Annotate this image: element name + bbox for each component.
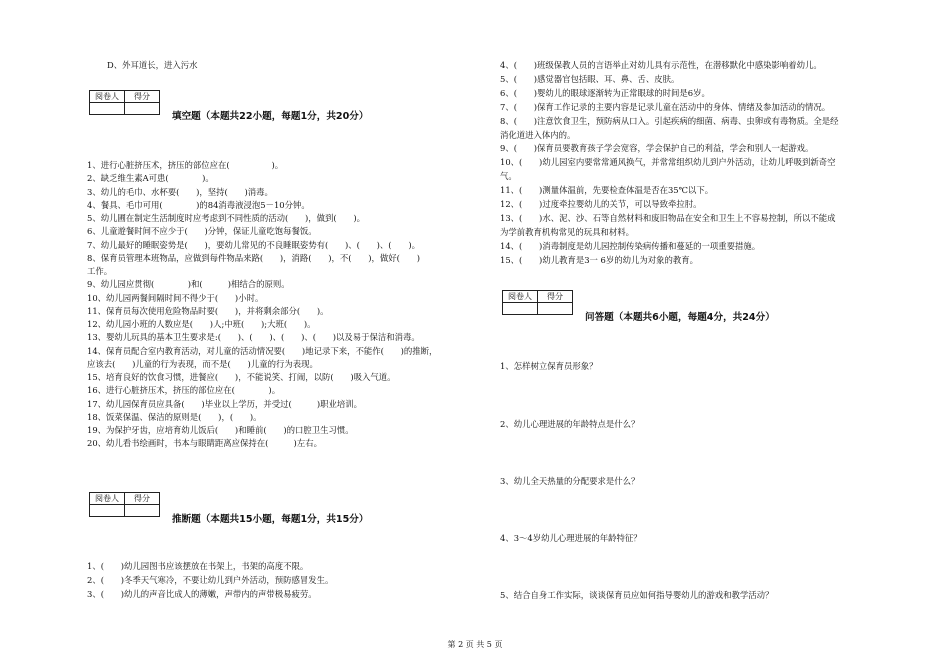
fill-question-line: 17、幼儿园保育员应具备( )毕业以上学历，并受过( )职业培训。 xyxy=(87,398,362,409)
judge-question-line: 3、( )幼儿的声音比成人的薄嫩，声带内的声带极易疲劳。 xyxy=(87,589,317,599)
qa-question: 5、结合自身工作实际，谈谈保育员应如何指导婴幼儿的游戏和教学活动？ xyxy=(500,590,774,600)
fill-section-title: 填空题（本题共22小题，每题1分，共20分） xyxy=(172,111,369,122)
fill-question-line: 10、幼儿园两餐间隔时间不得少于( )小时。 xyxy=(87,292,264,303)
fill-question-line: 12、幼儿园小班的人数应是( )人;中班( );大班( )。 xyxy=(87,319,316,329)
score-label: 得分 xyxy=(125,493,160,505)
grader-cell[interactable] xyxy=(90,505,125,517)
fill-question-line: 1、进行心脏挤压术，挤压的部位应在( )。 xyxy=(87,160,284,170)
fill-question-line: 14、保育员配合室内教育活动，对儿童的活动情况要( )地记录下来，不能作( )的推断， xyxy=(87,345,438,356)
fill-question-line: 应该去( )儿童的行为表现，而不是( )儿童的行为表现。 xyxy=(87,358,318,369)
fill-question-line: 19、为保护牙齿，应培育幼儿饭后( )和睡前( )的口腔卫生习惯。 xyxy=(87,425,354,435)
score-cell[interactable] xyxy=(125,103,160,115)
judge-score-box xyxy=(89,492,160,517)
qa-question: 4、3～4岁幼儿心理进展的年龄特征？ xyxy=(500,533,642,543)
judge-question-line: 消化道进入体内的。 xyxy=(500,129,576,140)
qa-question: 2、幼儿心理进展的年龄特点是什么？ xyxy=(500,419,640,429)
page-footer: 第 2 页 共 5 页 xyxy=(447,640,503,649)
fill-question-line: 8、保育员管理本班物品，应做到每件物品来路( )，消路( )，不( )，做好( ) xyxy=(87,252,420,263)
judge-question-line: 15、( )幼儿教育是3一 6岁的幼儿为对象的教育。 xyxy=(500,254,699,265)
judge-question-line: 为学前教育机构常见的玩具和材料。 xyxy=(500,226,634,237)
fill-question-line: 13、婴幼儿玩具的基本卫生要求是:( )、( )、( )、( )以及易于保洁和消毒。 xyxy=(87,332,420,343)
judge-question-line: 13、( )水、泥、沙、石等自然材料和废旧物品在安全和卫生上不容易控制，所以不能成 xyxy=(500,212,836,223)
qa-section-title: 问答题（本题共6小题，每题4分，共24分） xyxy=(585,312,775,323)
judge-question-line: 8、( )注意饮食卫生，预防病从口入。引起疾病的细菌、病毒、虫卵或有毒物质。全是经 xyxy=(500,115,839,126)
fill-question-line: 11、保育员每次使用危险物品时要( )，并将剩余部分( )。 xyxy=(87,305,329,316)
judge-question-line: 气。 xyxy=(500,171,517,182)
judge-question-line: 14、( )消毒制度是幼儿园控制传染病传播和蔓延的一项重要措施。 xyxy=(500,240,761,251)
judge-question-line: 5、( )感觉器官包括眼、耳、鼻、舌、皮肤。 xyxy=(500,73,680,84)
judge-question-line: 10、( )幼儿园室内要常常通风换气，并常常组织幼儿到户外活动，让幼儿呼吸到新奇空 xyxy=(500,157,836,168)
fill-question-line: 7、幼儿最好的睡眠姿势是( )，要幼儿常见的不良睡眠姿势有( )、( )、( )。 xyxy=(87,239,420,250)
fill-question-line: 20、幼儿看书绘画时，书本与眼睛距离应保持在( )左右。 xyxy=(87,438,322,449)
fill-question-line: 9、幼儿园应贯彻( )和( )相结合的原则。 xyxy=(87,279,290,290)
grader-label: 阅卷人 xyxy=(90,91,125,103)
score-cell[interactable] xyxy=(125,505,160,517)
qa-question: 3、幼儿全天热量的分配要求是什么？ xyxy=(500,476,640,486)
fill-question-line: 15、培育良好的饮食习惯，进餐应( )，不能说笑、打闹，以防( )吸入气道。 xyxy=(87,372,396,382)
fill-question-line: 工作。 xyxy=(87,266,113,276)
fill-question-line: 16、进行心脏挤压术，挤压的部位应在( )。 xyxy=(87,385,281,396)
judge-question-line: 6、( )婴幼儿的眼球逐渐转为正常眼球的时间是6岁。 xyxy=(500,87,710,98)
grader-label: 阅卷人 xyxy=(503,291,538,303)
judge-question-line: 11、( )测量体温前，先要检查体温是否在35℃以下。 xyxy=(500,185,714,196)
fill-question-line: 5、幼儿圃在制定生活制度时应考虑到不同性质的活动( )，做到( )。 xyxy=(87,213,366,223)
score-label: 得分 xyxy=(538,291,573,303)
fill-question-line: 3、幼儿的毛巾、水杯要( )，坚持( )消毒。 xyxy=(87,186,273,197)
fill-question-line: 6、儿童遊餐时间不应少于( )分钟，保证儿童吃饱每餐饭。 xyxy=(87,226,317,237)
fill-score-box xyxy=(89,90,160,115)
judge-section-title: 推断题（本题共15小题，每题1分，共15分） xyxy=(172,514,369,525)
judge-question-line: 9、( )保育员要教育孩子学会宽容，学会保护自己的利益，学会和别人一起游戏。 xyxy=(500,143,814,154)
top-option-line: D、外耳道长，进入污水 xyxy=(107,60,198,70)
judge-question-line: 2、( )冬季天气寒冷，不要让幼儿到户外活动，预防感冒发生。 xyxy=(87,575,334,585)
grader-cell[interactable] xyxy=(503,303,538,315)
judge-question-line: 7、( )保育工作记录的主要内容是记录儿童在活动中的身体、情绪及参加活动的情况。 xyxy=(500,101,831,112)
fill-question-line: 4、餐具、毛巾可用( )的84消毒液浸泡5－10分钟。 xyxy=(87,199,310,210)
score-label: 得分 xyxy=(125,91,160,103)
qa-score-box xyxy=(502,290,573,315)
fill-question-line: 2、缺乏维生素A可患( )。 xyxy=(87,173,214,184)
score-cell[interactable] xyxy=(538,303,573,315)
judge-question-line: 12、( )过度牵拉婴幼儿的关节，可以导致牵拉肘。 xyxy=(500,199,702,209)
fill-question-line: 18、饭菜保温、保洁的原则是( )，( )。 xyxy=(87,411,262,422)
judge-question-line: 4、( )班级保教人员的言语举止对幼儿具有示范性，在潜移默化中感染影响着幼儿。 xyxy=(500,60,822,70)
qa-question: 1、怎样树立保育员形象？ xyxy=(500,361,598,371)
judge-question-line: 1、( )幼儿园图书应该摆放在书架上，书架的高度不限。 xyxy=(87,561,309,571)
grader-cell[interactable] xyxy=(90,103,125,115)
grader-label: 阅卷人 xyxy=(90,493,125,505)
